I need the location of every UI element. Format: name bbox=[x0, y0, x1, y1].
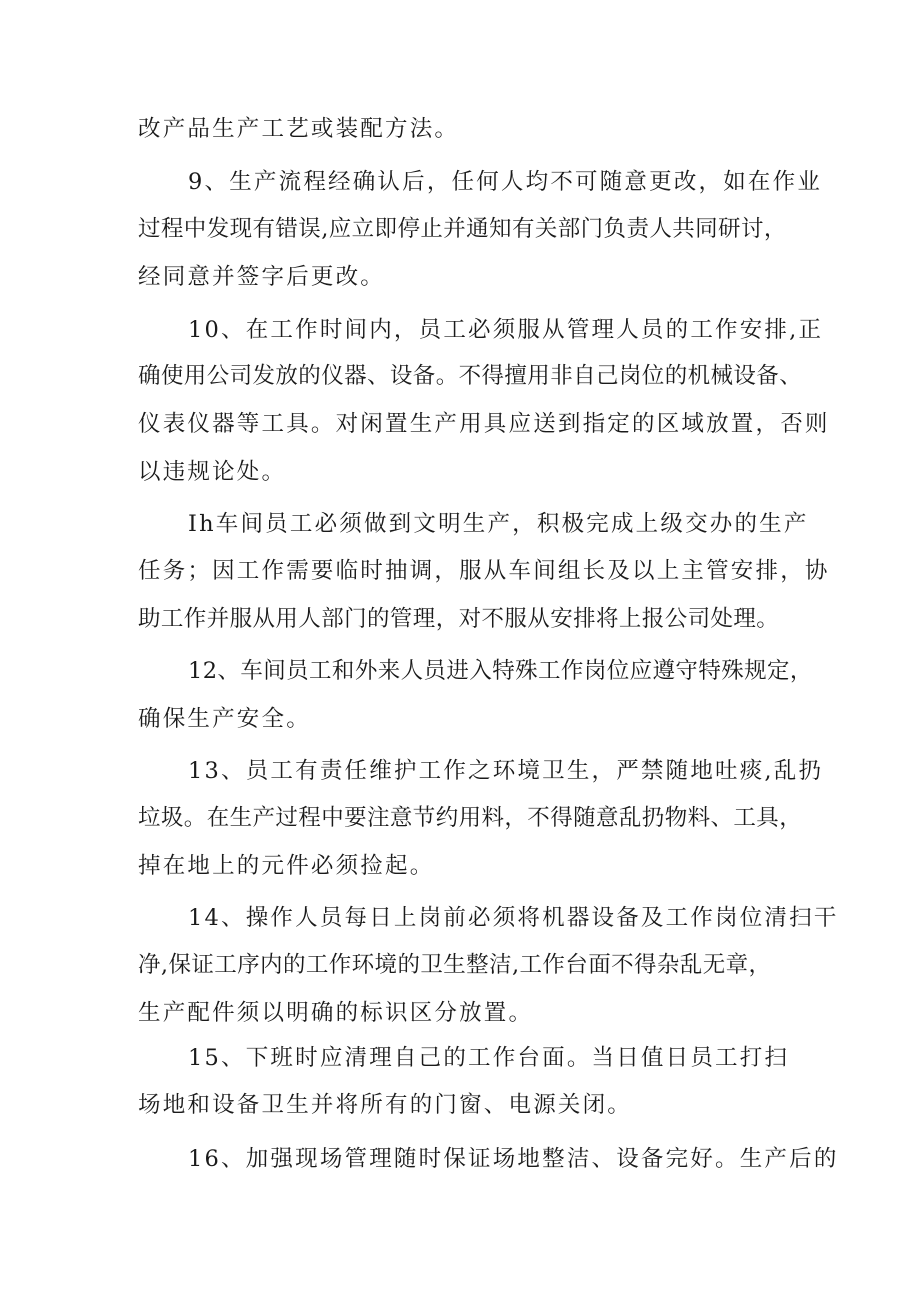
text-line: 场地和设备卫生并将所有的门窗、电源关闭。 bbox=[138, 1092, 633, 1118]
text-line: 助工作并服从用人部门的管理，对不服从安排将上报公司处理。 bbox=[138, 606, 780, 632]
text-line: 确保生产安全。 bbox=[138, 706, 311, 732]
text-line: Ih车间员工必须做到文明生产，积极完成上级交办的生产 bbox=[188, 511, 809, 537]
text-line: 13、员工有责任维护工作之环境卫生，严禁随地吐痰,乱扔 bbox=[188, 758, 824, 784]
text-line: 净,保证工序内的工作环境的卫生整洁,工作台面不得杂乱无章， bbox=[138, 952, 772, 978]
text-line: 16、加强现场管理随时保证场地整洁、设备完好。生产后的 bbox=[188, 1146, 839, 1172]
text-line: 12、车间员工和外来人员进入特殊工作岗位应遵守特殊规定， bbox=[188, 658, 813, 684]
text-line: 9、生产流程经确认后，任何人均不可随意更改，如在作业 bbox=[188, 169, 823, 195]
text-line: 以违规论处。 bbox=[138, 459, 287, 485]
text-line: 15、下班时应清理自己的工作台面。当日值日员工打扫 bbox=[188, 1045, 790, 1071]
text-line: 垃圾。在生产过程中要注意节约用料，不得随意乱扔物料、工具， bbox=[138, 805, 803, 831]
text-line: 改产品生产工艺或装配方法。 bbox=[138, 116, 460, 142]
text-line: 掉在地上的元件必须捡起。 bbox=[138, 853, 435, 879]
text-line: 10、在工作时间内，员工必须服从管理人员的工作安排,正 bbox=[188, 317, 824, 343]
text-line: 生产配件须以明确的标识区分放置。 bbox=[138, 1000, 534, 1026]
text-line: 仪表仪器等工具。对闲置生产用具应送到指定的区域放置，否则 bbox=[138, 411, 830, 437]
text-line: 14、操作人员每日上岗前必须将机器设备及工作岗位清扫干 bbox=[188, 905, 839, 931]
text-line: 确使用公司发放的仪器、设备。不得擅用非自己岗位的机械设备、 bbox=[138, 363, 803, 389]
text-line: 任务；因工作需要临时抽调，服从车间组长及以上主管安排，协 bbox=[138, 558, 830, 584]
text-line: 经同意并签字后更改。 bbox=[138, 264, 386, 290]
text-line: 过程中发现有错误,应立即停止并通知有关部门负责人共同研讨， bbox=[138, 216, 787, 242]
